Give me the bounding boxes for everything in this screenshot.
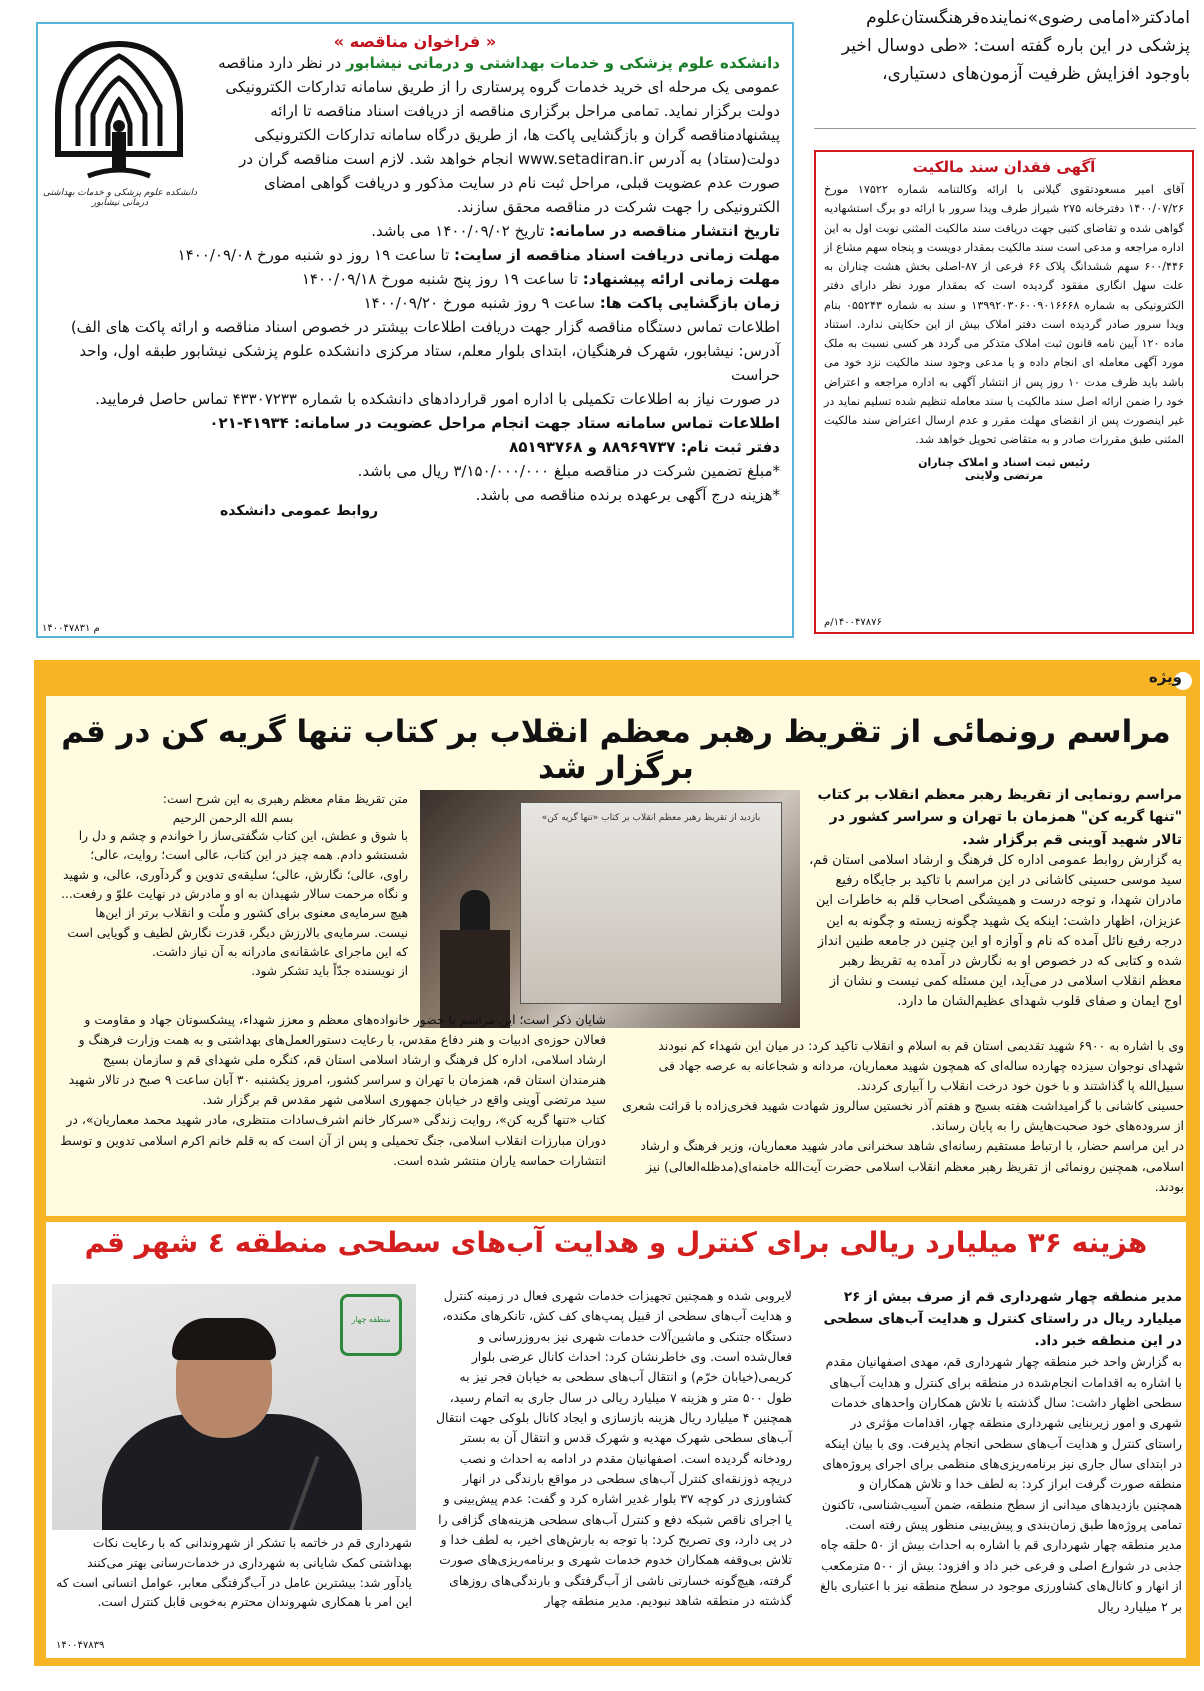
article-body: وی با اشاره به ۶۹۰۰ شهید تقدیمی استان قم به اسلام و انقلاب تاکید کرد: در میان این شهداء کم نبودند شهدای نوجوان سیزده چهارده ساله‌ای که همچون شهید معماریان، مردانه و شجاعانه به عرصه جهاد فی سبیل‌الله پا گذاشتند و با خون خود درخت انقلاب را آبیاری کردند. حسینی کاشانی با گرامیداشت هفته بسیج و هفتم آذر نخستین سالروز شهادت شهید فخری‌زاده با قرائت شعری از سروده‌های خود صحبت‌هایش را به پایان رساند. در این مراسم حضار، با ارتباط مستقیم رسانه‌ای شاهد سخنرانی مادر شهید معماریان، وزیر فرهنگ و ارشاد اسلامی، همچنین رونمائی از تقریظ رهبر معظم انقلاب اسلامی حضرت آیت‌الله خامنه‌ای(مدظله‌العالی) نیز بودند. <box>622 1038 1184 1194</box>
value: تا ساعت ۱۹ روز دو شنبه مورخ ۱۴۰۰/۰۹/۰۸ <box>177 246 455 264</box>
tender-setad-contact <box>50 411 780 435</box>
tender-signature: روابط عمومی دانشکده <box>220 503 379 519</box>
article-headline: مراسم رونمائی از تقریظ رهبر معظم انقلاب بر کتاب تنها گریه کن در قم برگزار شد <box>61 714 1171 786</box>
article-body: به گزارش روابط عمومی اداره کل فرهنگ و ارشاد اسلامی استان قم، سید موسی حسینی کاشانی در این مراسم با تاکید بر جایگاه رفیع مادران شهدا، و توجه درست و همیشگی اصحاب قلم به خاطرات این عزیزان، اظهار داشت: اینکه یک شهید چگونه زیسته و چگونه به این درجه رفیع نائل آمده که نام و آوازه او این چنین در جامعه طنین انداز شده و کتابی که در خصوص او به نگارش در آمده به تقریظ رهبر معظم انقلاب اسلامی در می‌آید، این مسئله کمی نیست و نشان از اوج ایمان و صفای قلوب شهدای عظیم‌الشان ما دارد. <box>804 853 1182 1010</box>
article-column <box>818 1286 1182 1652</box>
label: مهلت زمانی دریافت اسناد مناقصه از سایت: <box>454 246 780 264</box>
label: مهلت زمانی ارائه پیشنهاد: <box>582 270 780 288</box>
divider <box>814 128 1196 129</box>
municipality-emblem-icon <box>340 1294 402 1356</box>
tender-extra-info: در صورت نیاز به اطلاعات تکمیلی با اداره امور قراردادهای دانشکده با شماره ۴۳۳۰۷۲۳۳ تماس حاصل فرمایید. <box>95 390 780 408</box>
article-lead: مدیر منطقه چهار شهرداری قم از صرف بیش از ۲۶ میلیارد ریال در راستای کنترل و هدایت آب‌های سطحی در این منطقه خبر داد. <box>823 1289 1182 1350</box>
tender-title: « فراخوان مناقصه » <box>333 32 497 51</box>
label: تاریخ انتشار مناقصه در سامانه: <box>549 222 780 240</box>
article-body: شهرداری قم در خاتمه با تشکر از شهروندانی که با رعایت نکات بهداشتی کمک شایانی به شهرداری در خدمات‌رسانی بهتر می‌کنند یادآور شد: بیشترین عامل در آب‌گرفتگی معابر، عوامل انسانی است که این امر با همکاری شهروندان محترم به‌خوبی قابل کنترل است. <box>56 1536 412 1610</box>
snippet-line: پزشکی در این باره گفته است: «طی دوسال اخیر <box>841 36 1190 57</box>
value: تا ساعت ۱۹ روز پنج شنبه مورخ ۱۴۰۰/۰۹/۱۸ <box>301 270 583 288</box>
article-body: به گزارش واحد خبر منطقه چهار شهرداری قم، مهدی اصفهانیان مقدم با اشاره به اقدامات انجام‌شده در منطقه برای کنترل و هدایت آب‌های سطحی اظهار داشت: سال گذشته با تلاش همکاران واحدهای خدمات شهری و امور زیربنایی شهرداری منطقه چهار، اقدامات مؤثری در راستای کنترل و هدایت آب‌های سطحی انجام پذیرفت. وی با بیان اینکه در ابتدای سال جاری نیز برنامه‌ریزی‌های منظمی برای اجرای پروژه‌های منطقه صورت گرفت ابراز کرد: به لطف خدا و تلاش همکاران و همچنین بازدیدهای میدانی از سطح منطقه، ضمن آسیب‌شناسی، تاکنون تمامی پروژه‌ها طبق زمان‌بندی و پیش‌بینی منظور پیش رفته است. مدیر منطقه چهار شهرداری قم با اشاره به احداث بیش از ۵۰ حلقه چاه جذبی در شوارع اصلی و فرعی خبر داد و افزود: بیش از ۵۰۰ مترمکعب از انهار و کانال‌های کشاورزی موجود در سطح منطقه نیز با اعتباری بالغ بر ۲ میلیارد ریال <box>819 1354 1182 1614</box>
event-photo <box>420 790 800 1028</box>
projection-screen <box>520 802 782 1004</box>
tender-register-office <box>50 435 780 459</box>
tender-opening-time <box>50 291 780 315</box>
tender-cost: *هزینه درج آگهی برعهده برنده مناقصه می باشد. <box>475 486 780 504</box>
notice-signature-name: مرتضی ولایتی <box>964 468 1044 482</box>
quote-bismillah: بسم الله الرحمن الرحیم <box>172 810 294 825</box>
screen-caption: بازدید از تقریظ رهبر معظم انقلاب بر کتاب «تنها گریه کن» <box>541 813 761 823</box>
value: تاریخ ۱۴۰۰/۰۹/۰۲ می باشد. <box>371 222 550 240</box>
official-portrait-photo <box>52 1284 416 1530</box>
logo-caption: دانشکده علوم پزشکی و خدمات بهداشتی درمانی نیشابور <box>42 188 198 208</box>
notice-code: ۱۴۰۰۴۷۸۷۶/م <box>824 617 882 628</box>
university-logo <box>48 36 190 186</box>
tender-guarantee: *مبلغ تضمین شرکت در مناقصه مبلغ ۳/۱۵۰/۰۰۰/۰۰۰ ریال می باشد. <box>357 462 780 480</box>
label: اطلاعات تماس سامانه ستاد جهت انجام مراحل عضویت در سامانه: <box>294 414 780 432</box>
tender-docs-deadline <box>50 243 780 267</box>
ownership-loss-notice <box>814 150 1194 634</box>
notice-signature-title: رئیس ثبت اسناد و املاک چناران <box>918 455 1090 469</box>
value: ساعت ۹ روز شنبه مورخ ۱۴۰۰/۰۹/۲۰ <box>363 294 600 312</box>
label: زمان بازگشایی پاکت ها: <box>599 294 780 312</box>
article-headline: هزینه ۳۶ میلیارد ریالی برای کنترل و هدایت آب‌های سطحی منطقه ٤ شهر قم <box>84 1226 1148 1259</box>
tender-publish <box>50 219 780 243</box>
tender-offer-deadline <box>50 267 780 291</box>
section-tag: ویژه <box>1148 668 1182 686</box>
tender-code: ۱۴۰۰۴۷۸۳۱ م <box>42 623 100 634</box>
article-lead: مراسم رونمایی از تقریظ رهبر معظم انقلاب بر کتاب "تنها گریه کن" همزمان با تهران و سراسر کشور در تالار شهید آوینی قم برگزار شد. <box>817 787 1182 848</box>
value: ۸۸۹۶۹۷۳۷ و ۸۵۱۹۳۷۶۸ <box>509 438 681 456</box>
label: دفتر ثبت نام: <box>680 438 780 456</box>
tender-contact: اطلاعات تماس دستگاه مناقصه گزار جهت دریافت اطلاعات بیشتر در خصوص اسناد مناقصه و ارائه پاکت های الف) آدرس: نیشابور، شهرک فرهنگیان، ابتدای بلوار معلم، ستاد مرکزی دانشکده علوم پزشکی نیشابور طبقه اول، واحد حراست <box>70 318 780 384</box>
notice-title: آگهی فقدان سند مالکیت <box>912 158 1096 176</box>
tender-intro-text: در نظر دارد مناقصه عمومی یک مرحله ای خرید خدمات گروه پرستاری را از طریق سامانه تدارکات الکترونیکی دولت برگزار نماید. تمامی مراحل برگزاری مناقصه از دریافت اسناد مناقصه تا ارائه پیشنهادمناقصه گران و بازگشایی پاکت ها، از طریق درگاه سامانه تدارکات الکترونیکی دولت(ستاد) به آدرس www.setadiran.ir انجام خواهد شد. لازم است مناقصه گران در صورت عدم عضویت قبلی، مراحل ثبت نام در سایت مذکور و دریافت گواهی امضای الکترونیکی را جهت شرکت در مناقصه محقق سازند. <box>218 54 780 216</box>
emblem-text: منطقه چهار <box>351 1315 391 1324</box>
snippet-line: باوجود افزایش ظرفیت آزمون‌های دستیاری، <box>882 64 1190 85</box>
article-code: ۱۴۰۰۴۷۸۳۹ <box>56 1640 105 1651</box>
quote-body: با شوق و عطش، این کتاب شگفتی‌ساز را خواندم و چشم و دل را شستشو دادم. همه چیز در این کتاب، عالی است؛ روایت، عالی؛ راوی، عالی؛ نگارش، عالی؛ سلیقه‌ی تدوین و گردآوری، عالی، و شهید و نگاه مرحمت سالار شهیدان به او و مادرش در نهایت علوّ و رفعت... هیچ سرمایه‌ی معنوی برای کشور و ملّت و انقلاب برتر از این‌ها نیست. سرمایه‌ی بالارزش دیگر، قدرت نگارش لطیف و گویایی است که این ماجرای عاشقانه‌ی مادرانه به آن نیاز داشت. از نویسنده جدّاً باید تشکر شود. <box>61 829 408 979</box>
snippet-line: امادکتر«امامی رضوی»نماینده‌فرهنگستان‌علوم <box>866 8 1190 28</box>
quote-heading: متن تقریظ مقام معظم رهبری به این شرح است: <box>162 792 408 806</box>
tender-org: دانشکده علوم پزشکی و خدمات بهداشتی و درمانی نیشابور <box>345 54 780 72</box>
article-column: لایروبی شده و همچنین تجهیزات خدمات شهری فعال در زمینه کنترل و هدایت آب‌های سطحی از قبیل پمپ‌های کف کش، تانکرهای مکنده، دستگاه جتنکی و ماشین‌آلات خدمات شهری نیز به‌روزرسانی و فعال‌شده است. وی خاطرنشان کرد: احداث کانال عرضی بلوار کریمی(خیابان خرّم) و انتقال آب‌های سطحی به خیابان فجر نیز به طول ۵۰۰ متر و هزینه ۷ میلیارد ریالی در سال جاری به اتمام رسید، همچنین ۴ میلیارد ریال هزینه بازسازی و ایجاد کانال بلوکی جهت انتقال آب‌های سطحی شهرک مهدیه و شهرک قدس و انتقال آن به بستر رودخانه گردیده است. اصفهانیان مقدم در ادامه به احداث و نصب دریچه ذوزنقه‌ای کنترل آب‌های سطحی در مواقع بارندگی در انهار کشاورزی در کوچه ۳۷ بلوار غدیر اشاره کرد و گفت: عدم پیش‌بینی و یا اجرای ناقص شبکه دفع و کنترل آب‌های سطحی هزینه‌های گزافی را در پی دارد، وی تصریح کرد: با توجه به بارش‌های اخیر، به لطف خدا و تلاش بی‌وقفه همکاران خدوم خدمات شهری و برنامه‌ریزی‌های صورت گرفته، هیچ‌گونه خسارتی ناشی از آب‌گرفتگی و بارندگی‌های روزهای گذشته در منطقه شاهد نبودیم. مدیر منطقه چهار <box>436 1288 792 1609</box>
article-column <box>58 790 408 1002</box>
value: ۴۱۹۳۴-۰۲۱ <box>209 414 295 432</box>
portrait-hair <box>172 1318 276 1360</box>
article-body: شایان ذکر است؛ این مراسم با حضور خانواده‌های معظم و معزز شهداء، پیشکسوتان جهاد و مقاومت و فعالان حوزه‌ی ادبیات و هنر دفاع مقدس، با رعایت دستورالعمل‌های بهداشتی و به همت وزارت فرهنگ و ارشاد اسلامی، اداره کل فرهنگ و ارشاد اسلامی استان قم، کنگره ملی شهدای قم و سازمان بسیج هنرمندان استان قم، همزمان با تهران و سراسر کشور، امروز یکشنبه ۳۰ آبان ساعت ۹ صبح در تالار شهید سید مرتضی آوینی واقع در خیابان جمهوری اسلامی شهر مقدس قم برگزار شد. کتاب «تنها گریه کن»، روایت زندگی «سرکار خانم اشرف‌سادات منتظری، مادر شهید محمد معماریان»، در دوران مبارزات انقلاب اسلامی، جنگ تحمیلی و پس از آن است که به قلم خانم اکرم اسلامی تدوین و توسط انتشارات حماسه یاران منتشر شده است. <box>60 1012 606 1168</box>
top-article-snippet <box>814 0 1196 128</box>
notice-body: آقای امیر مسعودتقوی گیلانی با ارائه وکالتنامه شماره ۱۷۵۲۲ مورخ ۱۴۰۰/۰۷/۲۶ دفترخانه ۲۷۵ شیراز طرف ویدا سرور با ارائه دو برگ استشهادیه گواهی شده و تقاضای کتبی جهت دریافت سند مالکیت المثنی نوبت اول به این اداره مراجعه و مدعی است سند مالکیت بمقدار دویست و پنجاه سهم مشاع از ۶۰۰/۴۴۶ سهم ششدانگ پلاک ۶۶ فرعی از ۸۷-اصلی بخش هشت چناران به علت سهل انگاری مفقود گردیده است که بمقدار مورد نظر دارای دفتر الکترونیکی به شماره ۱۳۹۹۲۰۳۰۶۰۰۹۰۱۶۶۶۸ و سند به شماره ۰۵۵۲۴۳ بنام ویدا سرور صادر گردیده است دفتر املاک بیش از این حکایتی ندارد. استناد ماده ۱۲۰ آیین نامه قانون ثبت املاک متذکر می گردد هر کسی نسبت به ملک مورد آگهی معامله ای انجام داده و یا مدعی وجود سند مالکیت نزد خود می باشد باید ظرف مدت ۱۰ روز پس از انتشار آگهی به اداره مراجعه و اعتراض خود را ضمن ارائه اصل سند مالکیت یا سند معامله تنظیم شده تسلیم نماید در غیر اینصورت پس از انقضای مهلت مقرر و عدم ارسال اعتراض سند مالکیت المثنی طبق مقررات صادر و به متقاضی تحویل خواهد شد. <box>824 183 1185 447</box>
